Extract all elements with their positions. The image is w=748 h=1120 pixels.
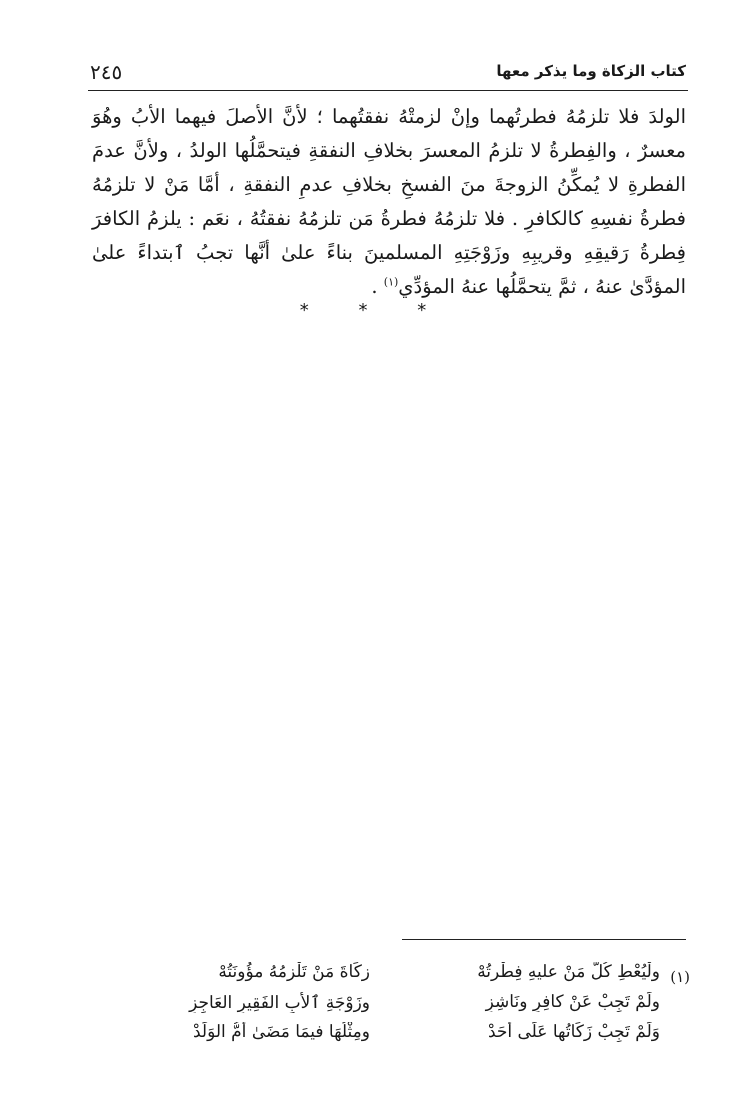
verse-line	[120, 1022, 660, 1048]
verse-line	[120, 992, 660, 1018]
verse-second-hemistich: ومِثْلُهَا فيمَا مَضَىٰ أُمُّ الوَلَدْ	[192, 1022, 370, 1042]
footnote-reference[interactable]: (١)	[383, 275, 399, 289]
footnote-marker: (١)	[670, 968, 690, 986]
footnote-rule	[402, 939, 686, 940]
body-text: الولدَ فلا تلزمُهُ فطرتُهما وإنْ لزمتْهُ نفقتُهما ؛ لأنَّ الأصلَ فيهما الأبُ وهُوَ معسرٌ ، والفِطرةُ لا تلزمُ المعسرَ بخلافِ النفقةِ فيتحمَّلُها الولدُ ، ولأنَّ عدمَ الفطرةِ لا يُمكِّنُ الزوجةَ منَ الفسخِ بخلافِ عدمِ النفقةِ ، أمَّا مَنْ لا تلزمُهُ فطرةُ نفسِهِ كالكافرِ . فلا تلزمُهُ فطرةُ مَن تلزمُهُ نفقتُهُ ، نعَم : يلزمُ الكافرَ فِطرةُ رَقيقِهِ وقريبِهِ وزَوْجَتِهِ المسلمينَ بناءً علىٰ أنَّها تجبُ ٱبتداءً علىٰ المؤدَّىٰ عنهُ ، ثمَّ يتحمَّلُها عنهُ المؤدِّي	[92, 105, 686, 298]
verse-second-hemistich: زكَاةَ مَنْ تَلْزمُهُ مؤُونَتُهْ	[218, 962, 370, 982]
header-rule	[88, 90, 688, 91]
verse-second-hemistich: وزَوْجَةِ ٱلأبِ الفَقِيرِ العَاجِزِ	[189, 993, 370, 1013]
section-separator: * * *	[299, 300, 449, 321]
verse-first-hemistich: ولَمْ تَجِبْ عَنْ كافِرٍ ونَاشِزِ	[485, 992, 660, 1012]
page-header	[90, 60, 686, 92]
page-number: ٢٤٥	[90, 60, 123, 84]
verse-first-hemistich: وَلَمْ تَجِبْ زَكَاتُها عَلَى أحَدْ	[487, 1022, 660, 1042]
closing-period: .	[371, 275, 384, 298]
verse-line	[120, 962, 660, 988]
verse-first-hemistich: ولْيُعْطِ كُلُّ مَنْ عليهِ فِطْرتُهْ	[477, 962, 660, 982]
running-title: كتاب الزكاة وما يذكر معها	[496, 62, 686, 80]
body-paragraph	[92, 100, 686, 304]
